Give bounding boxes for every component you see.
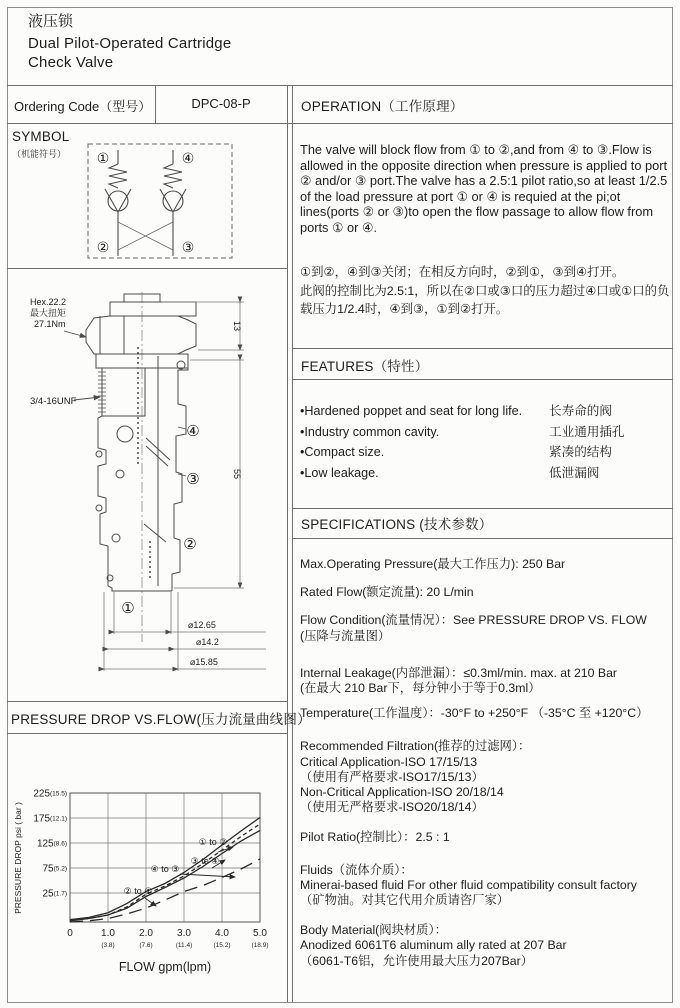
pressure-drop-flow-chart [8, 740, 286, 992]
rule-header-top [7, 85, 673, 86]
feature-row [300, 463, 672, 484]
x-tick-sublabel: (11.4) [175, 942, 193, 949]
rule-header-bottom [7, 123, 673, 124]
features-section-title: FEATURES（特性） [301, 359, 429, 374]
spec-block [300, 613, 674, 643]
port4-leader [178, 427, 186, 429]
hex-leader-arrow [64, 331, 86, 337]
spec-line: （使用有严格要求-ISO17/15/13） [300, 769, 484, 784]
spec-block [300, 863, 674, 909]
operation-paragraph-zh [300, 263, 672, 319]
spec-line: Recommended Filtration(推荐的过滤网）： [300, 739, 531, 754]
divider-columns-2 [292, 85, 293, 1002]
x-tick-label: 4.0 [215, 928, 229, 939]
feature-zh: 紧凑的结构 [549, 445, 612, 459]
y-tick-label: 25(1.7) [42, 888, 67, 900]
operation-zh-line2: 此阀的控制比为2.5:1，所以在②口或③口的压力超过④口或①口的负载压力1/2.4时，④到③，①到②打开。 [300, 283, 670, 316]
chart-series-label: ③ to ④ [190, 856, 220, 866]
drawing-port-2: ② [183, 536, 197, 553]
spec-line: (在最大 210 Bar下，每分钟小于等于0.3ml） [300, 681, 541, 696]
operation-section-title: OPERATION（工作原理） [301, 99, 464, 114]
spec-block [300, 739, 674, 815]
hex-note-line2: 最大扭矩 [30, 308, 67, 318]
thread-label: 3/4-16UNF [30, 396, 77, 407]
symbol-boundary-box [88, 144, 232, 258]
chart-series-curve [70, 831, 260, 921]
dia-label-1585: ⌀15.85 [190, 657, 218, 667]
divider-columns-1 [287, 85, 288, 1002]
specifications-list [300, 557, 674, 982]
symbol-port-3: ③ [181, 239, 195, 255]
y-tick-label: 125(8.6) [36, 838, 67, 850]
spec-line: Max.Operating Pressure(最大工作压力): 250 Bar [300, 557, 566, 571]
spec-line: Anodized 6061T6 aluminum ally rated at 207 Bar [300, 938, 567, 953]
specifications-section-title: SPECIFICATIONS (技术参数） [301, 517, 493, 532]
spec-block [300, 706, 674, 721]
spec-line: Internal Leakage(内部泄漏）：≤0.3ml/min. max. at 210 Bar [300, 665, 618, 680]
symbol-port-4: ④ [181, 150, 195, 166]
symbol-port-1: ① [96, 150, 110, 166]
dim-13-label: 13 [232, 320, 242, 332]
spec-block [300, 923, 674, 969]
hex-note-line1: Hex.22.2 [30, 297, 67, 307]
feature-zh: 工业通用插孔 [549, 424, 625, 439]
spec-line: Critical Application-ISO 17/15/13 [300, 754, 478, 769]
x-tick-sublabel: (7.6) [139, 942, 153, 949]
spec-line: （矿物油。对其它代用介质请咨厂家） [300, 893, 510, 908]
symbol-port-2: ② [96, 239, 110, 255]
y-tick-label: 175(12.1) [33, 813, 67, 825]
page-title-en-line1: Dual Pilot-Operated Cartridge [28, 35, 232, 52]
spec-line: （使用无严格要求-ISO20/18/14） [300, 800, 484, 815]
page-title-zh: 液压锁 [28, 13, 74, 30]
rule-specs-bottom [292, 538, 673, 539]
drawing-port-1: ① [121, 600, 135, 617]
chart-series-label: ① to ② [198, 837, 228, 847]
spec-block [300, 557, 674, 572]
operation-zh-line1: ①到②，④到③关闭；在相反方向时，②到①，③到④打开。 [300, 265, 625, 279]
feature-row [300, 422, 672, 443]
feature-en: •Hardened poppet and seat for long life. [300, 404, 523, 418]
page-title-en-line2: Check Valve [28, 54, 114, 71]
hex-note-line3: 27.1Nm [34, 319, 66, 329]
symbol-section-subtitle: （机能符号） [12, 149, 67, 159]
feature-zh: 长寿命的阀 [549, 404, 612, 418]
drawing-port-3: ③ [186, 471, 200, 488]
spec-line: Temperature(工作温度）：-30°F to +250°F （-35°C 至 +120°C） [300, 706, 649, 721]
dia-label-142: ⌀14.2 [196, 637, 219, 647]
spec-line: Minerai-based fluid For other fluid compatibility consult factory [300, 877, 637, 892]
chart-plot-frame [70, 793, 260, 922]
x-tick-sublabel: (3.8) [101, 942, 115, 949]
y-tick-label: 75(5.2) [42, 863, 67, 875]
chart-y-axis-title: PRESSURE DROP psi ( bar ) [13, 802, 23, 914]
x-tick-label: 1.0 [101, 928, 115, 939]
feature-en: •Low leakage. [300, 465, 379, 480]
chart-section-title: PRESSURE DROP VS.FLOW(压力流量曲线图） [11, 712, 311, 727]
dim-13-lines [162, 302, 244, 350]
operation-paragraph-en: The valve will block flow from ① to ②,and from ④ to ③.Flow is allowed in the opposite direction when pressure is applied to port ② and/or ③ port.The valve has a 2.5:1 pilot ratio,so at least 1/2.5 of the load pressure at port ① or ④ is requied at the pi;ot lines(ports ② or ③)to open the flow passage to allow flow from ports ① or ④. [300, 142, 668, 235]
x-tick-label: 0 [67, 928, 73, 939]
spec-line: Flow Condition(流量情况）：See PRESSURE DROP VS. FLOW [300, 613, 647, 628]
valve-cross-section-drawing [28, 286, 276, 688]
spec-line: (压降与流量图） [300, 628, 391, 643]
rule-symbol-bottom [7, 268, 287, 269]
feature-en: •Compact size. [300, 445, 385, 459]
spec-line: Fluids（流体介质）： [300, 862, 413, 877]
ordering-code-value: DPC-08-P [191, 96, 251, 111]
chart-x-axis-title: FLOW gpm(lpm) [118, 960, 212, 974]
spec-line: Pilot Ratio(控制比）：2.5 : 1 [300, 830, 450, 845]
thread-leader-arrow [74, 397, 100, 400]
chart-series-label: ④ to ③ [150, 864, 180, 874]
spec-line: （6061-T6铝，允许使用最大压力207Bar） [300, 953, 534, 968]
x-tick-label: 5.0 [253, 928, 267, 939]
ordering-code-label: Ordering Code（型号） [14, 99, 152, 114]
feature-en: •Industry common cavity. [300, 424, 440, 439]
x-tick-label: 2.0 [139, 928, 153, 939]
symbol-section-title: SYMBOL [12, 129, 70, 144]
chart-series-label-arrow [145, 898, 156, 906]
hydraulic-symbol-diagram [85, 138, 235, 263]
dim-55-label: 55 [232, 468, 242, 480]
feature-row [300, 442, 672, 463]
rule-chart-header-top [7, 701, 287, 702]
spec-block [300, 830, 674, 845]
pilot-cross-lines [118, 222, 173, 250]
rule-features-bottom [292, 379, 673, 380]
y-tick-label: 225(15.5) [33, 788, 67, 800]
chart-series-label: ② to ① [123, 886, 153, 896]
spec-block [300, 666, 674, 696]
rule-specs-top [292, 508, 673, 509]
x-tick-sublabel: (18.9) [251, 942, 269, 949]
spec-block [300, 585, 674, 600]
valve-outline [86, 294, 196, 591]
rule-chart-header-bottom [7, 733, 287, 734]
spec-line: Rated Flow(额定流量): 20 L/min [300, 585, 474, 600]
spec-line: Non-Critical Application-ISO 20/18/14 [300, 785, 504, 800]
drawing-port-4: ④ [186, 423, 200, 440]
rule-features-top [292, 348, 673, 349]
spec-line: Body Material(阀块材质）： [300, 923, 447, 938]
feature-row [300, 401, 672, 422]
x-tick-sublabel: (15.2) [213, 942, 231, 949]
feature-zh: 低泄漏阀 [549, 465, 600, 480]
x-tick-label: 3.0 [177, 928, 191, 939]
features-list [300, 401, 672, 483]
internal-spring-dots [137, 348, 151, 577]
dia-label-1265: ⌀12.65 [188, 620, 216, 630]
